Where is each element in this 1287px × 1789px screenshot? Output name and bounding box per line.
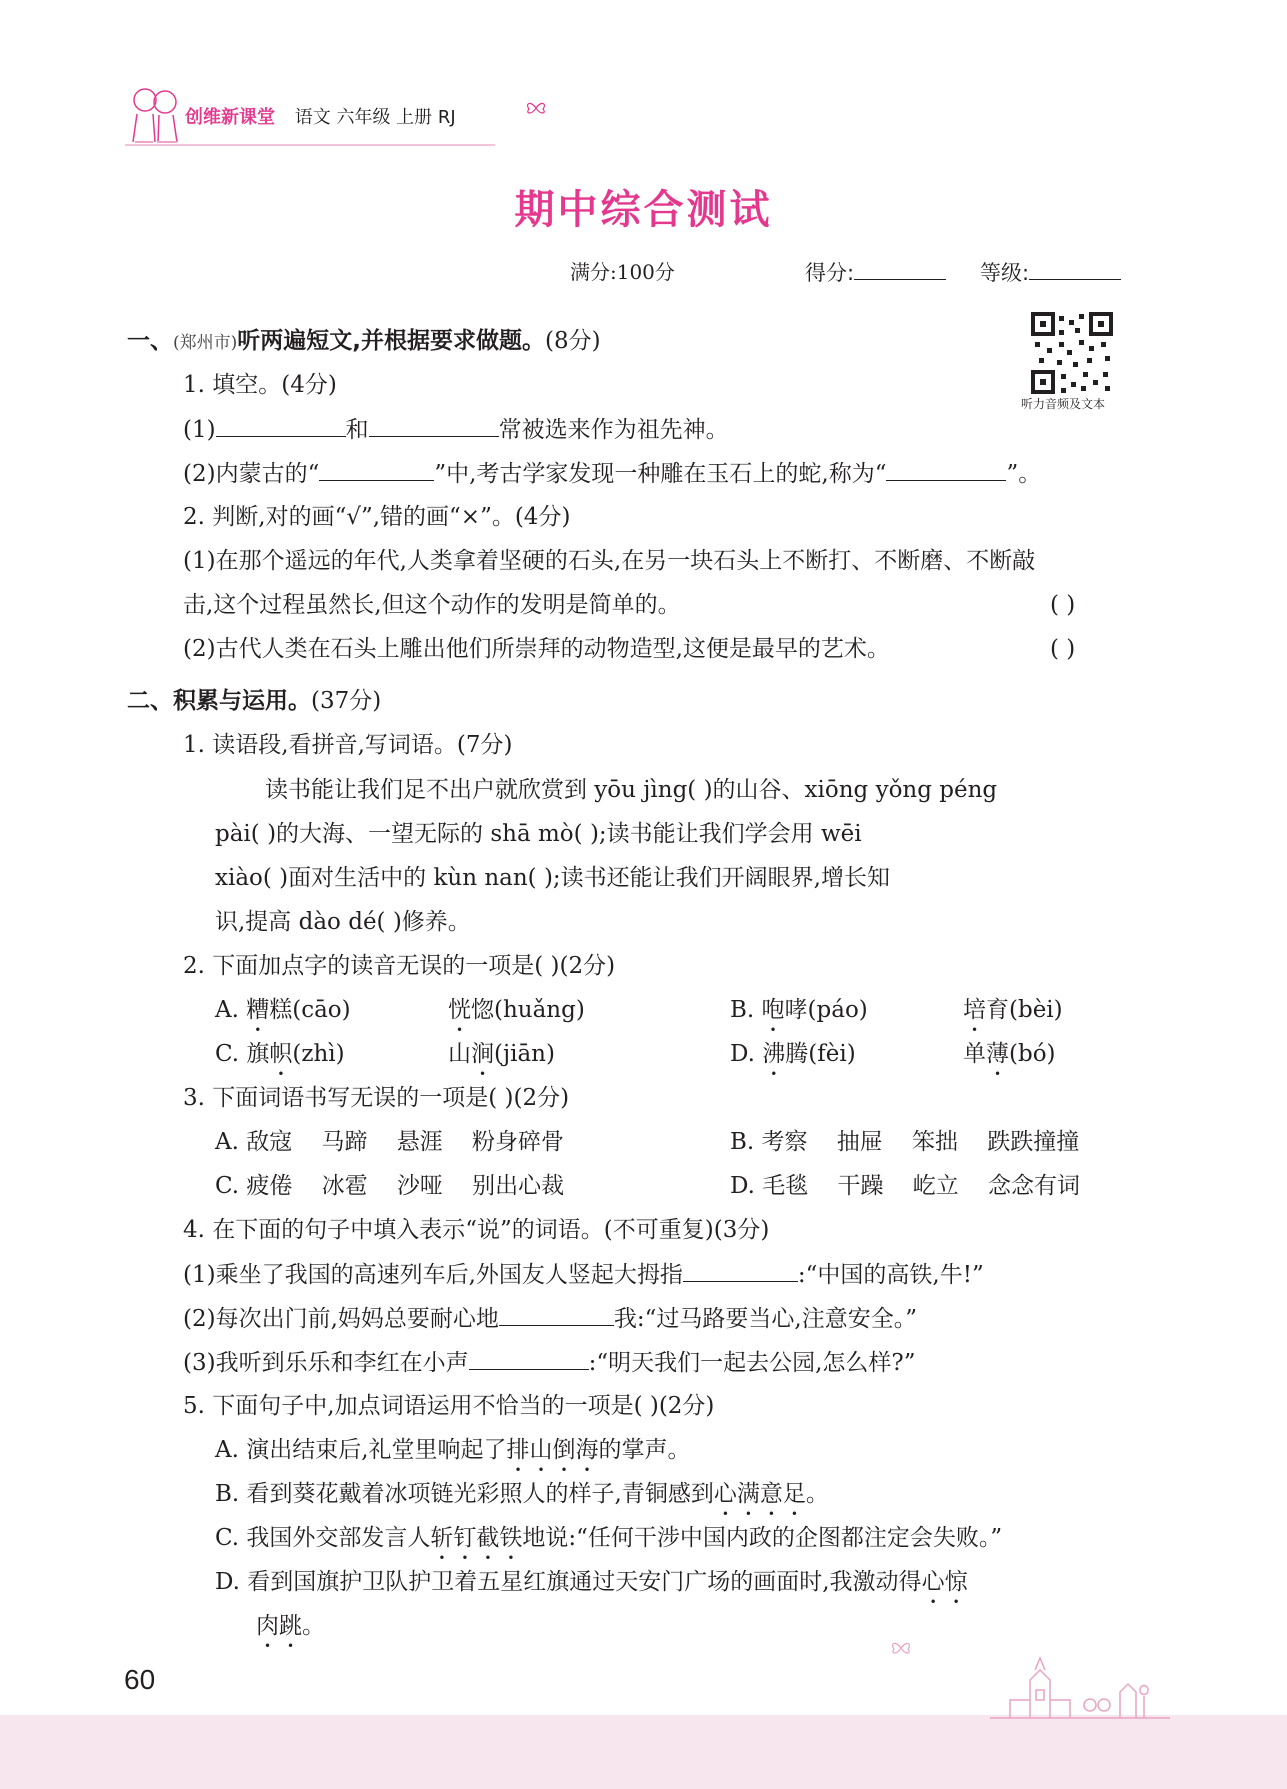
q2-option-C2: 山涧(jiān) (448, 1041, 555, 1067)
header-bar (185, 103, 456, 129)
brand-name: 创维新课堂 (185, 107, 275, 128)
s1-q1-2: (2)内蒙古的“ ”中,考古学家发现一种雕在玉石上的蛇,称为“ ”。 (183, 458, 1041, 489)
grade-label: 等级: (980, 261, 1030, 285)
q3-option-B[interactable]: B. 考察 抽屉 笨拙 跌跌撞撞 (730, 1129, 1080, 1155)
s2-q4: 4. 在下面的句子中填入表示“说”的词语。(不可重复)(3分) (183, 1217, 770, 1243)
s2-q1-line1: 读书能让我们足不出户就欣赏到 yōu jìng( )的山谷、xiōng yǒng péng (265, 777, 998, 803)
header-underline (125, 142, 495, 148)
q2-option-D1[interactable]: D. 沸腾(fèi) (730, 1041, 856, 1067)
s2-q1-line2: pài( )的大海、一望无际的 shā mò( );读书能让我们学会用 wēi (215, 821, 862, 847)
butterfly-icon (890, 1640, 912, 1656)
s2-q4-2: (2)每次出门前,妈妈总要耐心地 我:“过马路要当心,注意安全。” (183, 1303, 917, 1334)
s2-q3: 3. 下面词语书写无误的一项是( )(2分) (183, 1085, 570, 1111)
q3-option-C[interactable]: C. 疲倦 冰雹 沙哑 别出心裁 (215, 1173, 565, 1199)
page-title: 期中综合测试 (514, 187, 773, 233)
score-field[interactable] (805, 257, 946, 288)
s1-q2: 2. 判断,对的画“√”,错的画“×”。(4分) (183, 504, 571, 530)
s1-q2-2: (2)古代人类在石头上雕出他们所崇拜的动物造型,这便是最早的艺术。 (183, 636, 890, 662)
section-1-heading: 一、(郑州市)听两遍短文,并根据要求做题。(8分) (127, 328, 601, 354)
blank[interactable] (469, 1347, 589, 1370)
s1-q2-1-cont: 击,这个过程虽然长,但这个动作的发明是简单的。 (183, 592, 681, 618)
s2-q5: 5. 下面句子中,加点词语运用不恰当的一项是( )(2分) (183, 1393, 715, 1419)
s2-q4-1: (1)乘坐了我国的高速列车后,外国友人竖起大拇指 :“中国的高铁,牛!” (183, 1259, 984, 1290)
blank[interactable] (216, 414, 346, 437)
qr-caption: 听力音频及文本 (1021, 397, 1106, 411)
s1-q1-1: (1) 和 常被选来作为祖先神。 (183, 414, 729, 445)
footer-band (0, 1715, 1287, 1789)
answer-paren[interactable]: ( ) (1050, 592, 1076, 618)
q5-option-D[interactable]: D. 看到国旗护卫队护卫着五星红旗通过天安门广场的画面时,我激动得心惊 (215, 1569, 968, 1595)
q2-option-D2: 单薄(bó) (963, 1041, 1056, 1067)
q2-option-C1[interactable]: C. 旗帜(zhì) (215, 1041, 345, 1067)
q5-option-D-cont: 肉跳。 (256, 1613, 325, 1639)
blank[interactable] (369, 414, 499, 437)
q2-option-A1[interactable]: A. 糟糕(cāo) (215, 997, 351, 1023)
s2-q1-line4: 识,提高 dào dé( )修养。 (215, 909, 471, 935)
blank[interactable] (499, 1303, 614, 1326)
q5-option-B[interactable]: B. 看到葵花戴着冰项链光彩照人的样子,青铜感到心满意足。 (215, 1481, 829, 1507)
blank[interactable] (319, 458, 434, 481)
q3-option-D[interactable]: D. 毛毯 干躁 屹立 念念有词 (730, 1173, 1080, 1199)
s2-q1: 1. 读语段,看拼音,写词语。(7分) (183, 732, 513, 758)
q2-option-A2: 恍惚(huǎng) (448, 997, 585, 1023)
page-number: 60 (124, 1664, 156, 1695)
q3-option-A[interactable]: A. 敌寇 马蹄 悬涯 粉身碎骨 (215, 1129, 564, 1155)
score-label: 得分: (805, 261, 855, 285)
blank[interactable] (886, 458, 1006, 481)
q5-option-C[interactable]: C. 我国外交部发言人斩钉截铁地说:“任何干涉中国内政的企图都注定会失败。” (215, 1525, 1003, 1551)
subject-label: 语文 六年级 上册 RJ (294, 107, 456, 128)
section-2-heading: 二、积累与运用。(37分) (127, 688, 382, 714)
s1-q2-1: (1)在那个遥远的年代,人类拿着坚硬的石头,在另一块石头上不断打、不断磨、不断敲 (183, 548, 1036, 574)
qr-code[interactable] (1031, 312, 1113, 394)
blank[interactable] (683, 1259, 798, 1282)
s2-q2: 2. 下面加点字的读音无误的一项是( )(2分) (183, 953, 616, 979)
full-marks: 满分:100分 (570, 260, 675, 284)
s2-q4-3: (3)我听到乐乐和李红在小声 :“明天我们一起去公园,怎么样?” (183, 1347, 916, 1378)
q5-option-A[interactable]: A. 演出结束后,礼堂里响起了排山倒海的掌声。 (215, 1437, 691, 1463)
q2-option-B1[interactable]: B. 咆哮(páo) (730, 997, 868, 1023)
q2-option-B2: 培育(bèi) (963, 997, 1063, 1023)
grade-field[interactable] (980, 257, 1121, 288)
answer-paren[interactable]: ( ) (1050, 636, 1076, 662)
butterfly-icon (525, 100, 547, 116)
s2-q1-line3: xiào( )面对生活中的 kùn nan( );读书还能让我们开阔眼界,增长知 (215, 865, 890, 891)
castle-decoration (990, 1650, 1170, 1720)
s1-q1: 1. 填空。(4分) (183, 372, 337, 398)
